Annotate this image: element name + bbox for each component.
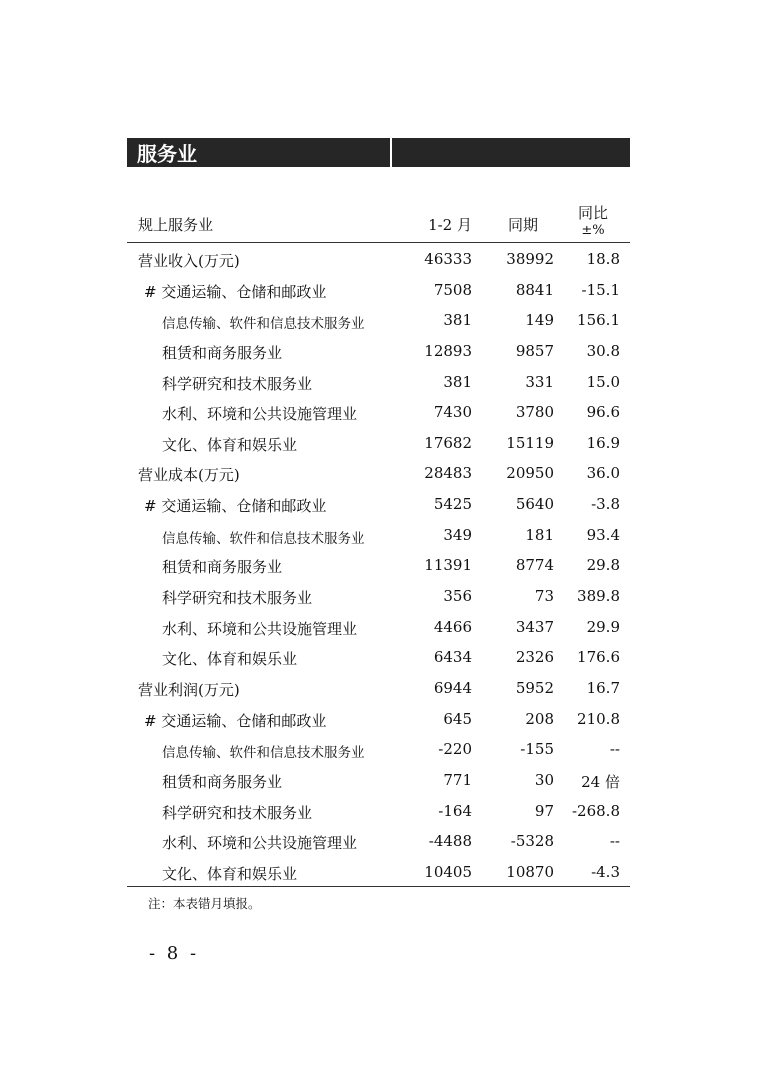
row-yoy-value: -- — [609, 740, 620, 759]
row-current-value: 349 — [443, 525, 472, 544]
header-yoy — [568, 204, 618, 240]
row-label: 营业利润(万元) — [138, 680, 240, 699]
row-label: 文化、体育和娱乐业 — [162, 650, 298, 669]
row-label: 信息传输、软件和信息技术服务业 — [162, 316, 365, 333]
row-same-period-value: 73 — [534, 587, 554, 606]
header-yoy-label: 同比 — [577, 204, 608, 222]
row-same-period-value: 38992 — [506, 250, 554, 268]
row-yoy-value: -268.8 — [571, 801, 620, 820]
row-yoy-value: 389.8 — [577, 587, 620, 606]
header-same-period: 同期 — [507, 216, 538, 234]
row-label: 水利、环境和公共设施管理业 — [162, 619, 358, 638]
table-row — [127, 304, 630, 335]
row-label: 租赁和商务服务业 — [162, 772, 283, 791]
row-yoy-value: 24 倍 — [581, 772, 620, 791]
section-header-bar — [127, 138, 630, 167]
row-current-value: 12893 — [424, 341, 472, 360]
table-row — [127, 243, 630, 274]
row-same-period-value: 2326 — [515, 648, 554, 667]
row-yoy-value: 210.8 — [577, 709, 620, 728]
row-same-period-value: 3437 — [515, 617, 554, 636]
row-yoy-value: 15.0 — [586, 372, 620, 391]
table-row — [127, 335, 630, 366]
row-same-period-value: 181 — [525, 525, 554, 544]
row-yoy-value: 36.0 — [586, 464, 620, 483]
table-row — [127, 427, 630, 458]
row-yoy-value: 30.8 — [586, 341, 620, 360]
row-same-period-value: 10870 — [506, 862, 554, 881]
row-label: 文化、体育和娱乐业 — [162, 435, 298, 454]
row-label: # 交通运输、仓储和邮政业 — [144, 711, 327, 730]
table-row — [127, 366, 630, 397]
row-label: 营业成本(万元) — [138, 466, 240, 485]
row-label: 营业收入(万元) — [138, 252, 240, 270]
row-current-value: 10405 — [424, 862, 472, 881]
table-bottom-rule — [127, 886, 630, 887]
row-yoy-value: 16.7 — [586, 678, 620, 697]
row-same-period-value: 149 — [525, 311, 554, 330]
table-row — [127, 641, 630, 672]
page-number: - 8 - — [149, 943, 200, 964]
row-same-period-value: 3780 — [515, 403, 554, 422]
row-current-value: -4488 — [428, 832, 472, 851]
row-same-period-value: 208 — [525, 709, 554, 728]
row-label: 科学研究和技术服务业 — [162, 374, 313, 393]
row-current-value: 5425 — [433, 495, 472, 514]
table-row — [127, 733, 630, 764]
row-current-value: 645 — [443, 709, 472, 728]
row-current-value: 6944 — [433, 678, 472, 697]
row-yoy-value: 16.9 — [586, 433, 620, 452]
row-current-value: 7430 — [433, 403, 472, 422]
row-same-period-value: 30 — [534, 770, 554, 789]
row-current-value: 381 — [443, 372, 472, 391]
row-same-period-value: 8841 — [515, 280, 554, 299]
row-same-period-value: 9857 — [515, 341, 554, 360]
table-row — [127, 672, 630, 703]
row-current-value: 771 — [443, 770, 472, 789]
row-label: 水利、环境和公共设施管理业 — [162, 405, 358, 424]
row-same-period-value: 97 — [534, 801, 554, 820]
row-same-period-value: 331 — [525, 372, 554, 391]
header-yoy-unit: ±% — [581, 223, 605, 238]
row-same-period-value: -5328 — [510, 832, 554, 851]
row-current-value: -220 — [438, 740, 472, 759]
row-label: 租赁和商务服务业 — [162, 343, 283, 362]
table-row — [127, 457, 630, 488]
row-yoy-value: 18.8 — [586, 250, 620, 268]
row-yoy-value: 29.9 — [586, 617, 620, 636]
row-yoy-value: 96.6 — [586, 403, 620, 422]
table-row — [127, 519, 630, 550]
row-same-period-value: 5952 — [515, 678, 554, 697]
row-same-period-value: 15119 — [506, 433, 554, 452]
table-row — [127, 703, 630, 734]
table-row — [127, 611, 630, 642]
row-yoy-value: 93.4 — [586, 525, 620, 544]
row-current-value: 356 — [443, 587, 472, 606]
header-current-period: 1-2 月 — [428, 216, 472, 234]
table-header — [127, 200, 630, 243]
header-category: 规上服务业 — [138, 216, 214, 234]
section-title: 服务业 — [127, 138, 392, 167]
row-current-value: 7508 — [433, 280, 472, 299]
row-same-period-value: 20950 — [506, 464, 554, 483]
row-current-value: 17682 — [424, 433, 472, 452]
table-row — [127, 274, 630, 305]
table-row — [127, 396, 630, 427]
row-current-value: 6434 — [433, 648, 472, 667]
row-same-period-value: 8774 — [515, 556, 554, 575]
row-yoy-value: 176.6 — [577, 648, 620, 667]
row-current-value: 11391 — [424, 556, 472, 575]
row-label: 信息传输、软件和信息技术服务业 — [162, 530, 365, 547]
row-label: 科学研究和技术服务业 — [162, 589, 313, 608]
table-row — [127, 580, 630, 611]
row-label: 科学研究和技术服务业 — [162, 803, 313, 822]
row-label: 水利、环境和公共设施管理业 — [162, 834, 358, 853]
row-label: 信息传输、软件和信息技术服务业 — [162, 745, 365, 762]
row-current-value: 381 — [443, 311, 472, 330]
row-yoy-value: 29.8 — [586, 556, 620, 575]
row-label: 文化、体育和娱乐业 — [162, 864, 298, 883]
row-yoy-value: -4.3 — [591, 862, 620, 881]
row-same-period-value: -155 — [520, 740, 554, 759]
row-same-period-value: 5640 — [515, 495, 554, 514]
table-row — [127, 795, 630, 826]
table-row — [127, 764, 630, 795]
row-label: # 交通运输、仓储和邮政业 — [144, 282, 327, 301]
row-yoy-value: -15.1 — [581, 280, 620, 299]
table-body — [127, 243, 630, 886]
table-note: 注：本表错月填报。 — [148, 896, 261, 911]
row-current-value: 28483 — [424, 464, 472, 483]
table-row — [127, 825, 630, 856]
row-current-value: 4466 — [433, 617, 472, 636]
table-row — [127, 488, 630, 519]
row-current-value: -164 — [438, 801, 472, 820]
row-yoy-value: -- — [609, 832, 620, 851]
table-row — [127, 549, 630, 580]
row-yoy-value: 156.1 — [577, 311, 620, 330]
row-yoy-value: -3.8 — [591, 495, 620, 514]
row-current-value: 46333 — [424, 250, 472, 268]
row-label: 租赁和商务服务业 — [162, 558, 283, 577]
row-label: # 交通运输、仓储和邮政业 — [144, 497, 327, 516]
table-row — [127, 856, 630, 887]
